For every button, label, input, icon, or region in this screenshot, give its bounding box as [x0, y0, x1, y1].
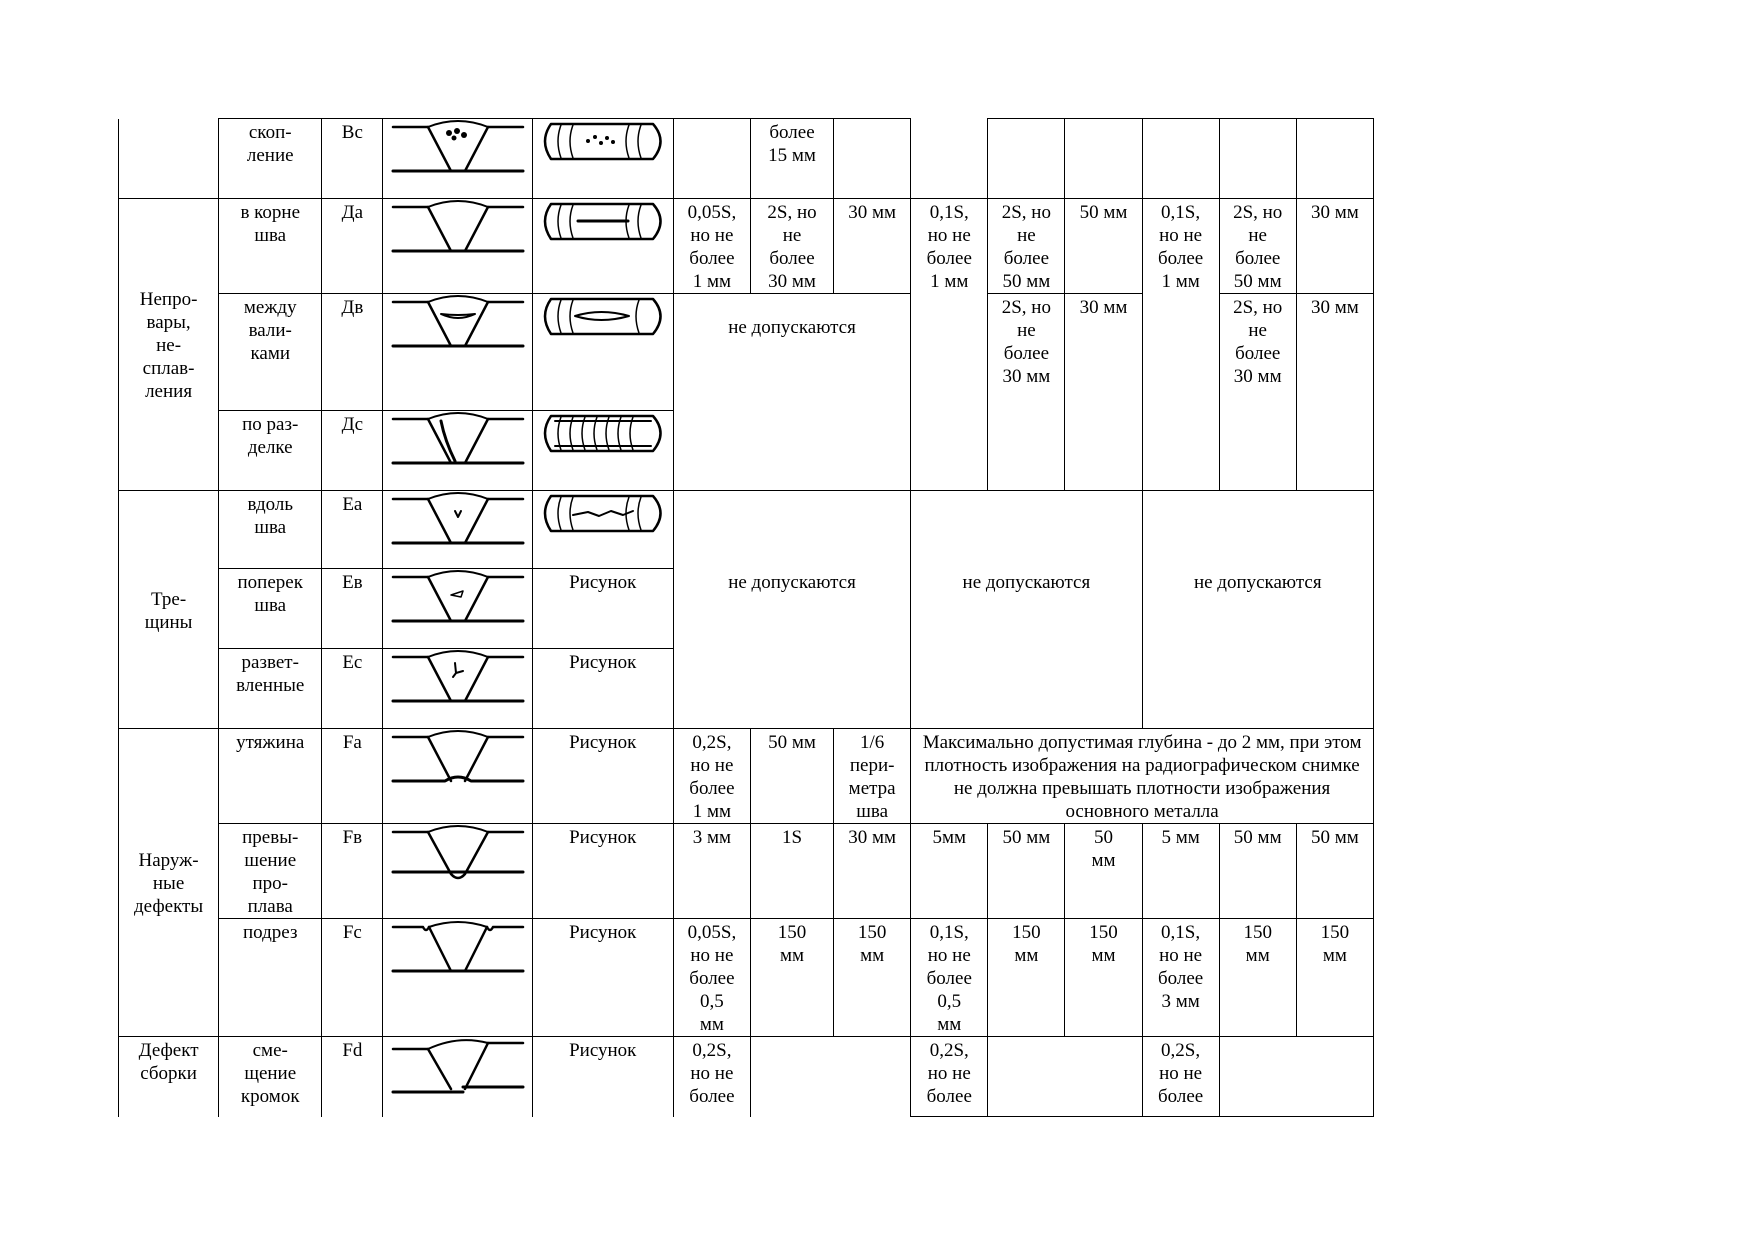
defect-code-cell: Да — [322, 199, 383, 294]
weld-section-figure — [383, 199, 532, 294]
defect-type-cell: развет- вленные — [219, 649, 322, 729]
norm-cell: 30 мм — [834, 199, 911, 294]
plan-figure-caption: Рисунок — [532, 649, 673, 729]
norm-cell: 50 мм — [988, 824, 1065, 919]
weld-section-figure — [383, 649, 532, 729]
weld-plan-figure — [532, 199, 673, 294]
norm-cell — [834, 119, 911, 199]
defect-type-cell: вдоль шва — [219, 491, 322, 569]
not-allowed-cell: не допускаются — [1142, 491, 1373, 729]
norm-cell: 30 мм — [1296, 294, 1373, 491]
weld-section-figure — [383, 1037, 532, 1117]
plan-figure-caption: Рисунок — [532, 1037, 673, 1117]
norm-cell: 150 мм — [750, 919, 833, 1037]
norm-cell — [911, 119, 988, 199]
norm-cell: 50 мм — [1296, 824, 1373, 919]
norm-cell: 150 мм — [1296, 919, 1373, 1037]
defect-type-cell: утяжина — [219, 729, 322, 824]
weld-plan-figure — [532, 411, 673, 491]
defect-code-cell: Fa — [322, 729, 383, 824]
defect-code-cell: Ев — [322, 569, 383, 649]
defect-type-cell: поперек шва — [219, 569, 322, 649]
table-row — [119, 491, 1374, 569]
not-allowed-cell: не допускаются — [673, 491, 910, 729]
norm-cell: 50 мм — [1065, 824, 1142, 919]
norm-cell: 30 мм — [1296, 199, 1373, 294]
norm-cell: 50 мм — [1219, 824, 1296, 919]
table-row — [119, 1037, 1374, 1117]
defect-code-cell: Fc — [322, 919, 383, 1037]
defect-type-cell: между вали- ками — [219, 294, 322, 411]
defects-table — [118, 118, 1374, 1117]
norm-cell — [673, 119, 750, 199]
weld-section-figure — [383, 119, 532, 199]
norm-cell — [988, 1037, 1142, 1117]
plan-figure-caption: Рисунок — [532, 824, 673, 919]
norm-cell: 5мм — [911, 824, 988, 919]
group-cell: Непро- вары, не- сплав- ления — [119, 199, 219, 491]
norm-cell: 2S, но не более 50 мм — [988, 199, 1065, 294]
weld-plan-figure — [532, 119, 673, 199]
weld-section-figure — [383, 569, 532, 649]
defect-type-cell: в корне шва — [219, 199, 322, 294]
group-cell: Наруж- ные дефекты — [119, 729, 219, 1037]
norm-cell: 150 мм — [834, 919, 911, 1037]
group-cell: Дефект сборки — [119, 1037, 219, 1117]
norm-cell — [1065, 119, 1142, 199]
norm-cell — [1142, 119, 1219, 199]
defect-code-cell: Fв — [322, 824, 383, 919]
norm-cell: 2S, но не более 30 мм — [750, 199, 833, 294]
defect-code-cell: Дв — [322, 294, 383, 411]
weld-section-figure — [383, 411, 532, 491]
norm-cell: 0,2S, но не более 1 мм — [673, 729, 750, 824]
norm-cell: 1/6 пери- метра шва — [834, 729, 911, 824]
norm-cell: 3 мм — [673, 824, 750, 919]
plan-figure-caption: Рисунок — [532, 569, 673, 649]
weld-section-figure — [383, 294, 532, 411]
norm-cell — [1296, 119, 1373, 199]
norm-cell: 30 мм — [1065, 294, 1142, 491]
norm-cell — [988, 119, 1065, 199]
weld-section-figure — [383, 491, 532, 569]
defect-code-cell: Дс — [322, 411, 383, 491]
defect-type-cell: по раз- делке — [219, 411, 322, 491]
weld-section-figure — [383, 919, 532, 1037]
norm-cell: 0,05S, но не более 0,5 мм — [673, 919, 750, 1037]
norm-cell: 0,1S, но не более 0,5 мм — [911, 919, 988, 1037]
group-cell — [119, 119, 219, 199]
defect-type-cell: подрез — [219, 919, 322, 1037]
norm-cell — [750, 1037, 910, 1117]
norm-cell: 150 мм — [988, 919, 1065, 1037]
norm-cell: 0,2S, но не более — [673, 1037, 750, 1117]
defect-code-cell: Fd — [322, 1037, 383, 1117]
not-allowed-cell: не допускаются — [911, 491, 1142, 729]
norm-cell: 1S — [750, 824, 833, 919]
table-row — [119, 824, 1374, 919]
weld-plan-figure — [532, 491, 673, 569]
group-cell: Тре- щины — [119, 491, 219, 729]
table-row — [119, 199, 1374, 294]
table-row — [119, 919, 1374, 1037]
depth-note-cell: Максимально допустимая глубина - до 2 мм, при этом плотность изображения на радиографическом снимке не должна превышать плотности изображения основного металла — [911, 729, 1374, 824]
norm-cell: 50 мм — [1065, 199, 1142, 294]
defect-type-cell: превы- шение про- плава — [219, 824, 322, 919]
defect-type-cell: скоп- ление — [219, 119, 322, 199]
weld-plan-figure — [532, 294, 673, 411]
plan-figure-caption: Рисунок — [532, 919, 673, 1037]
norm-cell: 50 мм — [750, 729, 833, 824]
norm-cell: 5 мм — [1142, 824, 1219, 919]
norm-cell: 2S, но не более 30 мм — [1219, 294, 1296, 491]
defect-type-cell: сме- щение кромок — [219, 1037, 322, 1117]
weld-section-figure — [383, 729, 532, 824]
norm-cell: 150 мм — [1219, 919, 1296, 1037]
table-row — [119, 119, 1374, 199]
defect-code-cell: Ес — [322, 649, 383, 729]
norm-cell: 0,1S, но не более 1 мм — [911, 199, 988, 491]
norm-cell — [1219, 1037, 1373, 1117]
norm-cell: 2S, но не более 30 мм — [988, 294, 1065, 491]
plan-figure-caption: Рисунок — [532, 729, 673, 824]
norm-cell: 2S, но не более 50 мм — [1219, 199, 1296, 294]
norm-cell: 0,05S, но не более 1 мм — [673, 199, 750, 294]
not-allowed-cell: не допускаются — [673, 294, 910, 491]
norm-cell: более 15 мм — [750, 119, 833, 199]
weld-section-figure — [383, 824, 532, 919]
table-row — [119, 729, 1374, 824]
norm-cell: 30 мм — [834, 824, 911, 919]
norm-cell: 0,1S, но не более 1 мм — [1142, 199, 1219, 491]
norm-cell: 0,1S, но не более 3 мм — [1142, 919, 1219, 1037]
norm-cell: 0,2S, но не более — [1142, 1037, 1219, 1117]
norm-cell — [1219, 119, 1296, 199]
defect-code-cell: Вс — [322, 119, 383, 199]
norm-cell: 150 мм — [1065, 919, 1142, 1037]
norm-cell: 0,2S, но не более — [911, 1037, 988, 1117]
defect-code-cell: Еа — [322, 491, 383, 569]
